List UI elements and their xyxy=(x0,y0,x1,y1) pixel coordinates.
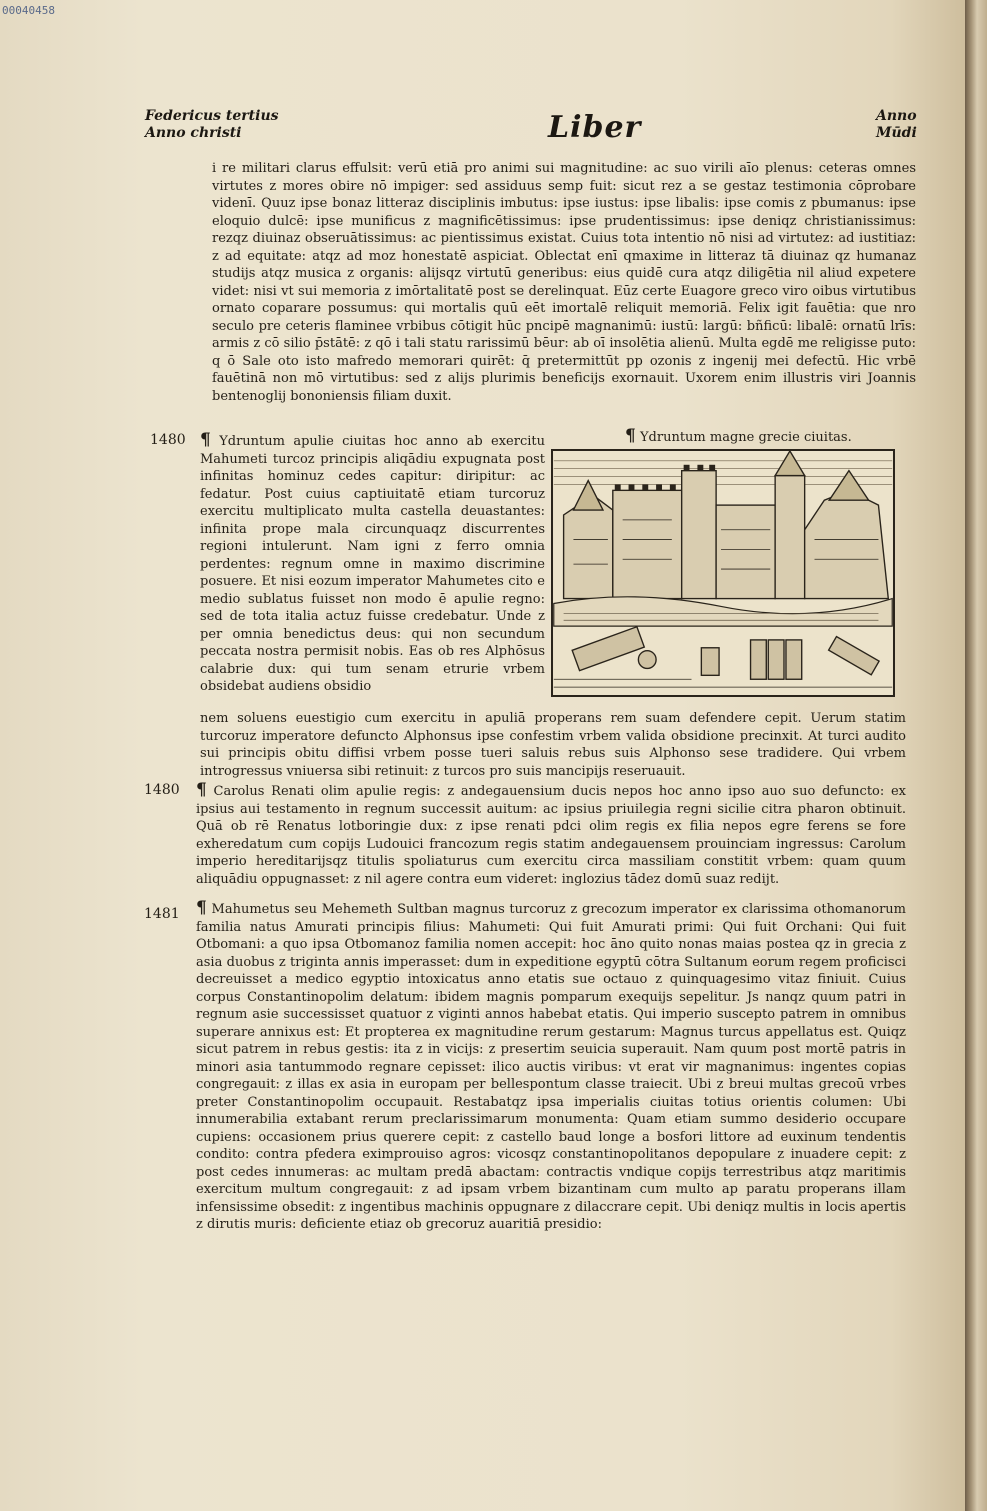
entry-year: 1481 xyxy=(144,906,180,922)
running-head-left-line2: Anno christi xyxy=(145,125,242,141)
entry-text-continued: nem soluens euestigio cum exercitu in apuliā properans rem suam defendere cepit. Uerum statim turcoruz imperatore defuncto Alphonsus ipse confestim vrbem valida obsidione precinxit. At turci audito sui principis obitu diffisi vrbem posse tueri saluis rebus suis Alphonso sese tradidere. Qui vrbem introgressus vniuersa sibi retinuit: z turcos pro suis mancipijs reseruauit. xyxy=(200,711,906,779)
entry-carolus xyxy=(196,782,906,888)
running-head-left xyxy=(145,108,279,142)
accession-number: 00040458 xyxy=(2,4,55,17)
running-head-right-line2: Mūdi xyxy=(876,125,917,141)
entry-mahumetus xyxy=(196,900,906,1234)
intro-paragraph xyxy=(212,160,916,405)
woodcut-illustration xyxy=(551,449,895,697)
running-head-left-line1: Federicus tertius xyxy=(145,108,279,124)
entry-ydruntum-narrow xyxy=(200,432,545,696)
entry-text: Mahumetus seu Mehemeth Sultban magnus turcoruz z grecozum imperator ex clarissima othomanorum familia natus Amurati principis filius: Mahumeti: Qui fuit Amurati primi: Qui fuit Orchani: Qui fuit Otbomani: a quo ipsa Otbomanoz familia nomen accepit: hoc āno quito nonas maias postea qz in grecia z asia duobus z triginta annis imperasset: dum in expeditione egyptū cōtra Sultanum eorum regem proficisci decreuisset a medico egyptio intoxicatus anno etatis sue octauo z quinquagesimo vitaz finiuit. Cuius corpus Constantinopolim delatum: ibidem magnis pomparum exequijs sepelitur. Js nanqz quum patri in regnum asie successisset quatuor z viginti annos habebat etatis. Qui imperio suscepto patrem in omnibus superare annixus est: Et propterea ex magnitudine rerum gestarum: Magnus turcus appellatus est. Quiqz sicut patrem in rebus gestis: ita z in vicijs: z presertim seuicia superauit. Nam quum post mortē patris in minori asia tantummodo regnare cepisset: ilico auctis viribus: vt erat vir magnanimus: ingentes copias congregauit: z illas ex asia in europam per bellespontum classe traiecit. Ubi z breui multas grecoū vrbes preter Constantinopolim occupauit. Restabatqz ipsa imperialis ciuitas totius orientis columen: Ubi innumerabilia extabant rerum preclarissimarum monumenta: Quam etiam summo desiderio occupare cupiens: occasionem prius querere cepit: z castello baud longe a bosfori littore ad euxinum tendentis condito: contra pfedera eximprouiso agros: vicosqz constantinopolitanos depopulare z inuadere cepit: z post cedes innumeras: ac multam predā abactam: contractis vndique copijs terrestribus atqz maritimis exercitum multum congregauit: z ad ipsam vrbem bizantinam cum multo ap paratu properans illam infensissime obsedit: z ingentibus machinis oppugnare z dilaccrare cepit. Ubi deniqz multis in locis apertis z dirutis muris: deficiente etiaz ob grecoruz auaritiā presidio: xyxy=(196,902,906,1232)
running-head-right xyxy=(876,108,917,142)
entry-text: Carolus Renati olim apulie regis: z andegauensium ducis nepos hoc anno ipso auo suo defuncto: ex ipsius aui testamento in regnum successit auitum: ac ipsius priuilegia regni sicilie citra pharon obtinuit. Quā ob rē Renatus lotboringie dux: z ipse renati pdci olim regis ex filia nepos egre ferens se fore exheredatum cum copijs Ludouici francozum regis statim andegauensem prouinciam ingressus: Carolum imperio hereditarijsqz titulis spoliaturus cum exercitu circa massiliam constitit vrbem: quam quum aliquādiu oppugnasset: z nil agere contra eum videret: inglozius tādez domū suaz redijt. xyxy=(196,784,906,887)
running-head-title: Liber xyxy=(548,110,642,145)
book-gutter xyxy=(965,0,987,1511)
entry-ydruntum-full xyxy=(200,710,906,780)
running-head-right-line1: Anno xyxy=(876,108,917,124)
intro-text: i re militari clarus effulsit: verū etiā pro animi sui magnitudine: ac suo virili aīo plenus: ceteras omnes virtutes z mores obire nō impiger: sed assiduus semp fuit: sicut rez a se gestaz testimonia cōprobare videnī. Quuz ipse bonaz litteraz disciplinis imbutus: ipse iustus: ipse libalis: ipse comis z pbumanus: ipse eloquio dulcē: ipse munificus z magnificētissimus: ipse prudentissimus: ipse deniqz christianissimus: rezqz diuinaz obseruātissimus: ac pientissimus existat. Cuius tota intentio nō nisi ad virtutez: ad iustitiaz: z ad equitate: atqz ad moz honestatē aspiciat. Oblectat enī qmaxime in litteraz tā diuinaz qz humanaz studijs atqz musica z organis: alijsqz virtutū generibus: eius quidē cura atqz diligētia nil aliud expetere videt: nisi vt sui memoria z imōrtalitatē post se derelinquat. Eūz certe Euagore greco viro oibus virtutibus ornato coparare possumus: qui mortalis quū eēt imortalē reliquit memoriā. Felix igit fauētia: que nro seculo pre ceteris flaminee vrbibus cōtigit hūc pncipē magnanimū: iustū: largū: bñficū: libalē: ornatū lrīs: armis z cō silio p̄stātē: z qō i tali statu rarissimū bēur: ab oī insolētia alienū. Multa egdē me religisse puto: q ō Sale oto isto mafredo memorari quirēt: q̄ pretermittūt pp ozonis z ingenij mei defectū. Hic vrbē fauētinā non mō virtutibus: sed z alijs plurimis beneficijs exornauit. Uxorem enim illustris viri Joannis bentenoglij bononiensis filiam duxit. xyxy=(212,161,916,404)
woodcut-caption: ¶ Ydruntum magne grecie ciuitas. xyxy=(625,426,852,446)
paragraph-mark-icon: ¶ xyxy=(196,898,207,918)
entry-year: 1480 xyxy=(150,432,186,448)
woodcut-caption-text: Ydruntum magne grecie ciuitas. xyxy=(639,430,852,445)
city-woodcut-image xyxy=(553,451,893,695)
entry-text: Ydruntum apulie ciuitas hoc anno ab exercitu Mahumeti turcoz principis aliqādiu expugnata post infinitas hominuz cedes capitur: diripitur: ac fedatur. Post cuius captiuitatē etiam turcoruz exercitu multiplicato multa castella deuastantes: infinita prope mala circunquaqz discurrentes regioni intulerunt. Nam igni z ferro omnia perdentes: regnum omne in maximo discrimine posuere. Et nisi eozum imperator Mahumetes cito e medio sublatus fuisset non modo ē apulie regno: sed de tota italia actuz fuisse credebatur. Unde z per omnia benedictus deus: qui non secundum peccata nostra permisit nobis. Eas ob res Alphōsus calabrie dux: qui tum senam etrurie vrbem obsidebat audiens obsidio xyxy=(200,434,545,694)
paragraph-mark-icon: ¶ xyxy=(200,430,211,450)
entry-year: 1480 xyxy=(144,782,180,798)
paragraph-mark-icon: ¶ xyxy=(196,780,207,800)
